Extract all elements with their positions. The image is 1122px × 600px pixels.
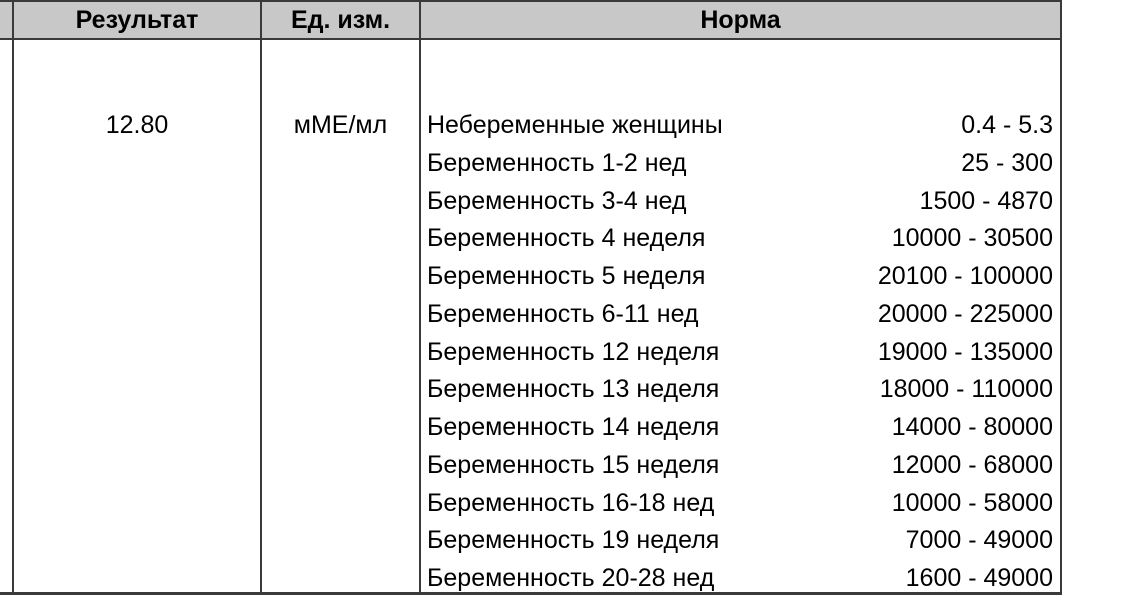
norm-range: 10000 - 58000 <box>891 488 1053 517</box>
norm-label: Беременность 13 неделя <box>427 375 720 404</box>
norm-label: Беременность 14 неделя <box>427 413 720 441</box>
norm-label: Беременность 12 неделя <box>427 337 720 366</box>
norm-range: 25 - 300 <box>961 148 1053 177</box>
norm-row <box>427 296 1053 334</box>
norm-label: Беременность 19 неделя <box>427 526 720 555</box>
norm-range: 1500 - 4870 <box>919 186 1053 215</box>
norm-row <box>427 107 1053 145</box>
column-divider-unit-norm <box>419 0 421 594</box>
column-divider-left <box>12 0 14 594</box>
norm-row <box>427 371 1053 409</box>
norm-range: 19000 - 135000 <box>877 337 1053 366</box>
column-divider-right <box>1060 0 1062 594</box>
norm-row <box>427 220 1053 258</box>
norm-label: Беременность 15 неделя <box>427 450 720 479</box>
norm-list <box>427 107 1053 598</box>
norm-label: Беременность 4 неделя <box>427 224 706 253</box>
norm-range: 18000 - 110000 <box>879 375 1053 404</box>
norm-row <box>427 409 1053 447</box>
norm-row <box>427 145 1053 183</box>
norm-row <box>427 447 1053 485</box>
norm-row <box>427 334 1053 372</box>
norm-range: 0.4 - 5.3 <box>961 111 1053 139</box>
norm-label: Небеременные женщины <box>427 111 723 139</box>
norm-label: Беременность 3-4 нед <box>427 186 687 215</box>
header-result: Результат <box>75 6 199 34</box>
norm-label: Беременность 6-11 нед <box>427 299 699 328</box>
table-header <box>0 0 1062 40</box>
norm-row <box>427 183 1053 221</box>
norm-label: Беременность 1-2 нед <box>427 148 687 177</box>
header-norm: Норма <box>700 6 781 34</box>
column-divider-result-unit <box>260 0 262 594</box>
norm-label: Беременность 20-28 нед <box>427 564 715 592</box>
norm-range: 12000 - 68000 <box>891 450 1053 479</box>
result-value: 12.80 <box>105 111 169 139</box>
table-bottom-border <box>0 592 1062 595</box>
norm-row <box>427 522 1053 560</box>
unit-value: мМЕ/мл <box>293 111 388 139</box>
header-unit: Ед. изм. <box>290 6 391 34</box>
norm-range: 7000 - 49000 <box>905 526 1053 555</box>
norm-row <box>427 258 1053 296</box>
norm-range: 14000 - 80000 <box>891 413 1053 441</box>
norm-row <box>427 485 1053 523</box>
norm-label: Беременность 5 неделя <box>427 262 706 290</box>
norm-range: 1600 - 49000 <box>905 564 1053 592</box>
norm-range: 10000 - 30500 <box>891 224 1053 253</box>
norm-label: Беременность 16-18 нед <box>427 488 715 517</box>
norm-range: 20000 - 225000 <box>877 299 1053 328</box>
norm-range: 20100 - 100000 <box>877 262 1053 290</box>
